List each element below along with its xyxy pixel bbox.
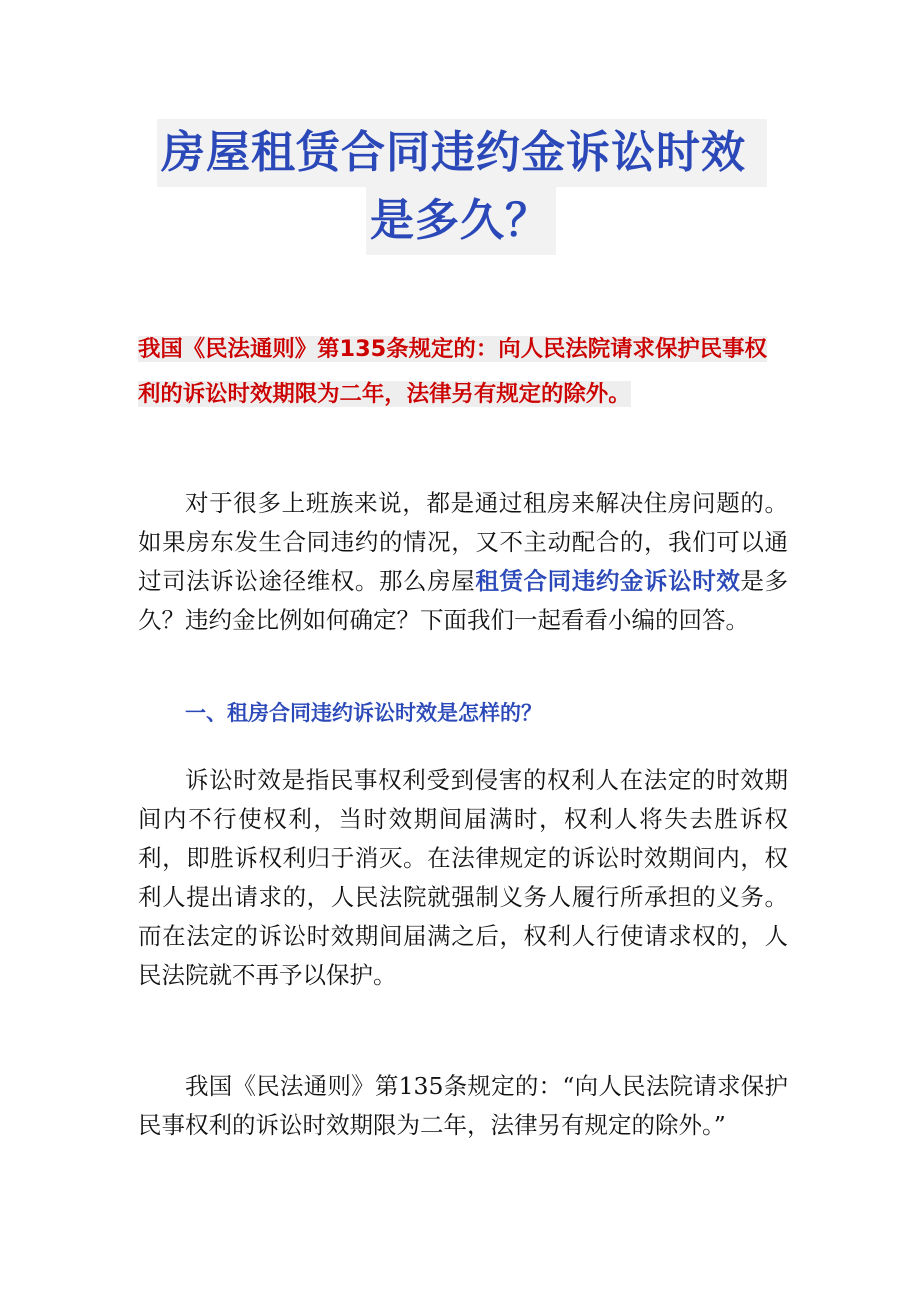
law-quote-paragraph: 我国《民法通则》第135条规定的：“向人民法院请求保护民事权利的诉讼时效期限为二年，法律另有规定的除外。” xyxy=(138,1072,788,1139)
document-title-line-2: 是多久？ xyxy=(366,187,556,255)
section-paragraph: 诉讼时效是指民事权利受到侵害的权利人在法定的时效期间内不行使权利，当时效期间届满时，权利人将失去胜诉权利，即胜诉权利归于消灭。在法律规定的诉讼时效期间内，权利人提出请求的，人民法院就强制义务人履行所承担的义务。而在法定的诉讼时效期间届满之后，权利人行使请求权的，人民法院就不再予以保护。 xyxy=(138,766,788,989)
intro-highlight xyxy=(138,327,788,417)
keyword-link[interactable]: 租赁合同违约金诉讼时效 xyxy=(475,567,741,595)
intro-line-1: 我国《民法通则》第135条规定的：向人民法院请求保护民事权 xyxy=(138,336,767,362)
document-title-line-1: 房屋租赁合同违约金诉讼时效 xyxy=(157,119,767,187)
intro-paragraph xyxy=(138,484,788,640)
paragraph-text: 对于很多上班族来说，都是通过租房来解决住房问题的。如果房东发生合同违约的情况，又不主动配合的，我们可以通过司法诉讼途径维权。那么房屋 xyxy=(138,489,788,595)
section-heading: 一、租房合同违约诉讼时效是怎样的？ xyxy=(185,701,542,725)
paragraph-text-continued: 是多久？违约金比例如何确定？下面我们一起看看小编的回答。 xyxy=(138,567,789,634)
intro-line-2: 利的诉讼时效期限为二年，法律另有规定的除外。 xyxy=(138,381,631,407)
